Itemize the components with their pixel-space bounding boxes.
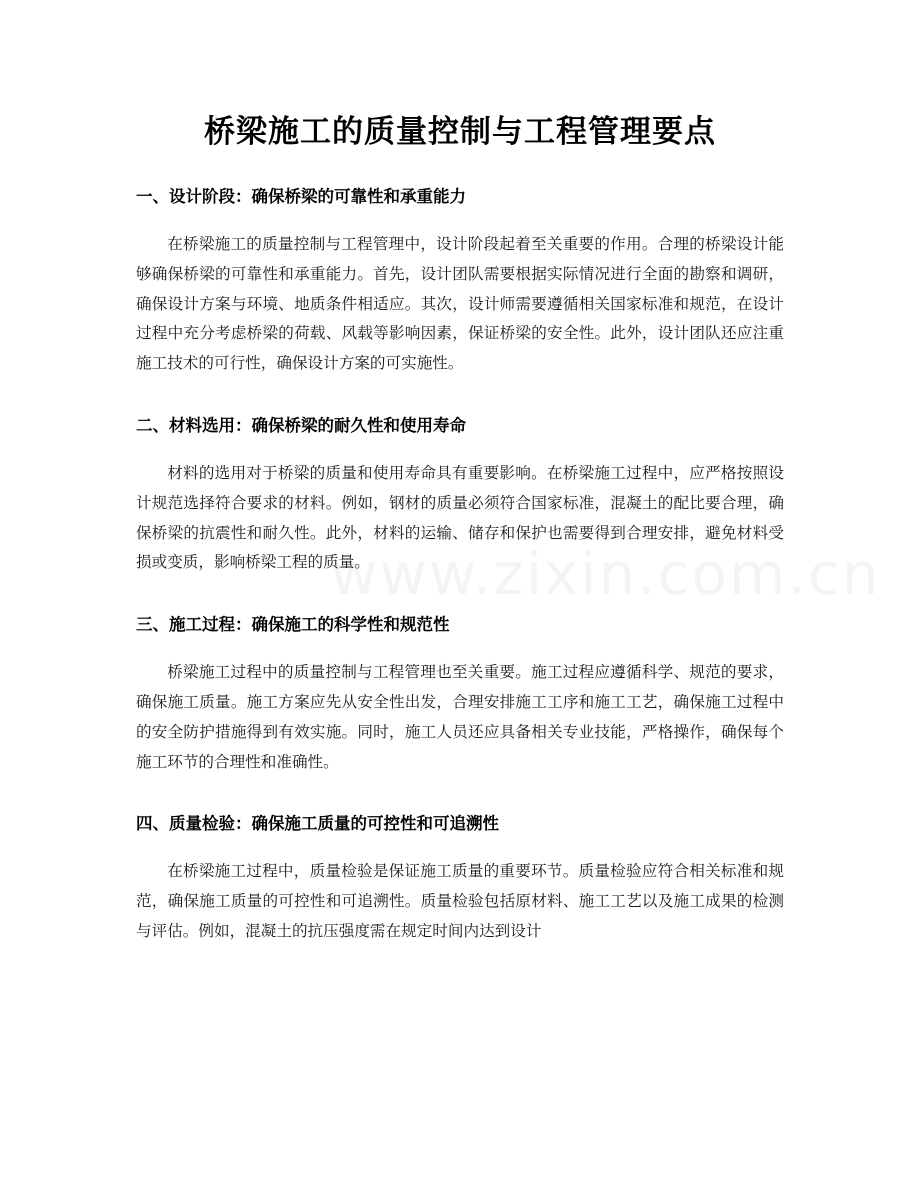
section-heading: 一、设计阶段：确保桥梁的可靠性和承重能力 [136, 187, 466, 206]
section-heading: 二、材料选用：确保桥梁的耐久性和使用寿命 [136, 415, 466, 435]
section-design [136, 184, 784, 379]
section-paragraph: 材料的选用对于桥梁的质量和使用寿命具有重要影响。在桥梁施工过程中，应严格按照设计规范选择符合要求的材料。例如，钢材的质量必须符合国家标准，混凝土的配比要合理，确保桥梁的抗震性和耐久性。此外，材料的运输、储存和保护也需要得到合理安排，避免材料受损或变质，影响桥梁工程的质量。 [136, 463, 784, 572]
section-heading: 四、质量检验：确保施工质量的可控性和可追溯性 [136, 814, 499, 834]
section-construction [136, 612, 784, 777]
section-materials [136, 413, 784, 578]
section-inspection [136, 811, 784, 946]
section-paragraph: 桥梁施工过程中的质量控制与工程管理也至关重要。施工过程应遵循科学、规范的要求，确保施工质量。施工方案应先从安全性出发，合理安排施工工序和施工工艺，确保施工过程中的安全防护措施得到有效实施。同时，施工人员还应具备相关专业技能，严格操作，确保每个施工环节的合理性和准确性。 [136, 663, 784, 771]
section-paragraph: 在桥梁施工过程中，质量检验是保证施工质量的重要环节。质量检验应符合相关标准和规范，确保施工质量的可控性和可追溯性。质量检验包括原材料、施工工艺以及施工成果的检测与评估。例如，混凝土的抗压强度需在规定时间内达到设计 [136, 862, 784, 940]
section-heading: 三、施工过程：确保施工的科学性和规范性 [136, 615, 450, 635]
document-title: 桥梁施工的质量控制与工程管理要点 [204, 114, 716, 150]
section-paragraph: 在桥梁施工的质量控制与工程管理中，设计阶段起着至关重要的作用。合理的桥梁设计能够确保桥梁的可靠性和承重能力。首先，设计团队需要根据实际情况进行全面的勘察和调研，确保设计方案与环境、地质条件相适应。其次，设计师需要遵循相关国家标准和规范，在设计过程中充分考虑桥梁的荷载、风载等影响因素，保证桥梁的安全性。此外，设计团队还应注重施工技术的可行性，确保设计方案的可实施性。 [136, 235, 784, 373]
